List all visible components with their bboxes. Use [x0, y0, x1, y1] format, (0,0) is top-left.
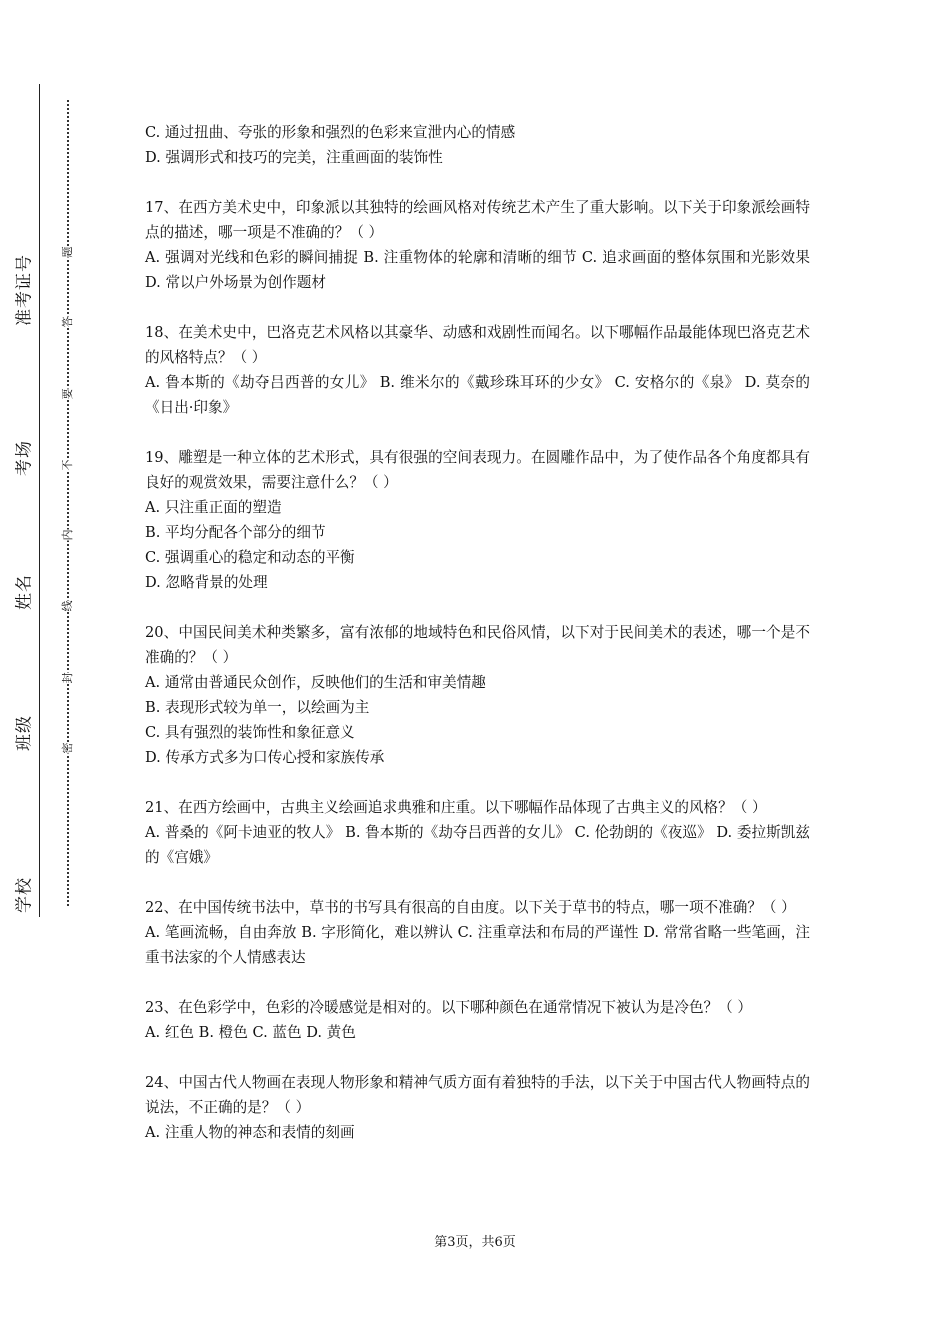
- field-class: 班级: [10, 713, 35, 753]
- question-20: [145, 620, 810, 770]
- option: D. 忽略背景的处理: [145, 574, 268, 591]
- question-stem: 23、在色彩学中，色彩的冷暖感觉是相对的。以下哪种颜色在通常情况下被认为是冷色？（ ）: [145, 999, 752, 1016]
- question-options: A. 鲁本斯的《劫夺吕西普的女儿》 B. 维米尔的《戴珍珠耳环的少女》 C. 安格尔的《泉》 D. 莫奈的《日出·印象》: [145, 374, 810, 416]
- question-19: [145, 445, 810, 595]
- question-16-continued: [145, 120, 810, 170]
- field-exam-number: 准考证号: [10, 252, 35, 328]
- seal-dotted-line: [67, 100, 69, 906]
- question-stem: 22、在中国传统书法中，草书的书写具有很高的自由度。以下关于草书的特点，哪一项不准确？（ ）: [145, 899, 796, 916]
- seal-char: 线: [61, 600, 74, 612]
- question-stem: 20、中国民间美术种类繁多，富有浓郁的地域特色和民俗风情，以下对于民间美术的表述，哪一个是不准确的？（ ）: [145, 624, 810, 666]
- field-name: 姓名: [10, 572, 35, 612]
- option: C. 通过扭曲、夸张的形象和强烈的色彩来宣泄内心的情感: [145, 124, 516, 141]
- question-options: A. 笔画流畅，自由奔放 B. 字形简化，难以辨认 C. 注重章法和布局的严谨性 D. 常常省略一些笔画，注重书法家的个人情感表达: [145, 924, 810, 966]
- field-school: 学校: [10, 875, 35, 915]
- question-stem: 19、雕塑是一种立体的艺术形式，具有很强的空间表现力。在圆雕作品中，为了使作品各个角度都具有良好的观赏效果，需要注意什么？（ ）: [145, 449, 810, 491]
- question-list: [145, 120, 810, 1170]
- seal-char: 题: [61, 246, 74, 258]
- option: B. 表现形式较为单一，以绘画为主: [145, 699, 370, 716]
- question-22: [145, 895, 810, 970]
- question-24: [145, 1070, 810, 1145]
- seal-char: 内: [61, 529, 74, 541]
- seal-char: 要: [61, 388, 74, 400]
- page-number: 第3页，共6页: [434, 1235, 516, 1250]
- question-stem: 24、中国古代人物画在表现人物形象和精神气质方面有着独特的手法，以下关于中国古代人物画特点的说法，不正确的是？（ ）: [145, 1074, 810, 1116]
- seal-char: 密: [61, 742, 74, 754]
- seal-char: 封: [61, 672, 74, 684]
- question-21: [145, 795, 810, 870]
- option: A. 注重人物的神态和表情的刻画: [145, 1124, 355, 1141]
- question-options: A. 红色 B. 橙色 C. 蓝色 D. 黄色: [145, 1024, 356, 1041]
- field-exam-room: 考场: [10, 438, 35, 478]
- seal-char: 不: [61, 459, 74, 471]
- question-options: A. 强调对光线和色彩的瞬间捕捉 B. 注重物体的轮廓和清晰的细节 C. 追求画面的整体氛围和光影效果 D. 常以户外场景为创作题材: [145, 249, 810, 291]
- seal-char: 答: [61, 316, 74, 328]
- question-17: [145, 195, 810, 295]
- option: C. 具有强烈的装饰性和象征意义: [145, 724, 355, 741]
- question-23: [145, 995, 810, 1045]
- option: A. 只注重正面的塑造: [145, 499, 282, 516]
- question-stem: 18、在美术史中，巴洛克艺术风格以其豪华、动感和戏剧性而闻名。以下哪幅作品最能体现巴洛克艺术的风格特点？（ ）: [145, 324, 810, 366]
- option: C. 强调重心的稳定和动态的平衡: [145, 549, 355, 566]
- question-stem: 21、在西方绘画中，古典主义绘画追求典雅和庄重。以下哪幅作品体现了古典主义的风格？（ ）: [145, 799, 767, 816]
- option: D. 强调形式和技巧的完美，注重画面的装饰性: [145, 149, 443, 166]
- binding-solid-line: [39, 84, 40, 917]
- option: A. 通常由普通民众创作，反映他们的生活和审美情趣: [145, 674, 486, 691]
- question-18: [145, 320, 810, 420]
- option: D. 传承方式多为口传心授和家族传承: [145, 749, 385, 766]
- question-stem: 17、在西方美术史中，印象派以其独特的绘画风格对传统艺术产生了重大影响。以下关于印象派绘画特点的描述，哪一项是不准确的？（ ）: [145, 199, 810, 241]
- question-options: A. 普桑的《阿卡迪亚的牧人》 B. 鲁本斯的《劫夺吕西普的女儿》 C. 伦勃朗的《夜巡》 D. 委拉斯凯兹的《宫娥》: [145, 824, 810, 866]
- option: B. 平均分配各个部分的细节: [145, 524, 326, 541]
